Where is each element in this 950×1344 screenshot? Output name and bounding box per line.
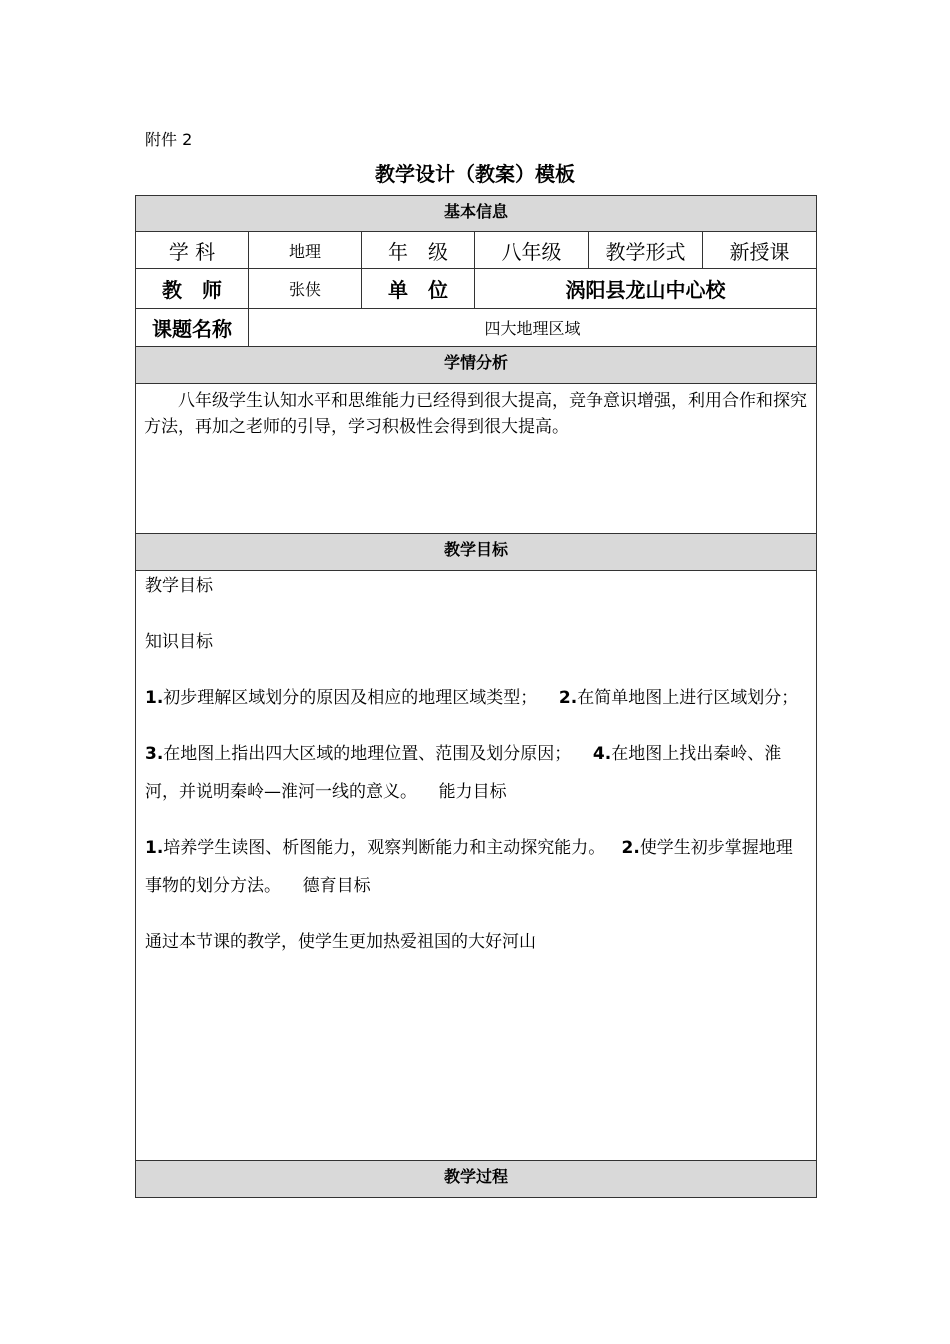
grade-value: 八年级: [475, 232, 589, 269]
subject-label: 学 科: [136, 232, 249, 269]
unit-label: 单 位: [362, 269, 475, 309]
goals-heading: 教学目标: [145, 576, 213, 596]
subject-value: 地理: [249, 232, 362, 269]
moral-goals-text: 通过本节课的教学，使学生更加热爱祖国的大好河山: [145, 932, 536, 952]
knowledge-goals-3-4: 3.在地图上指出四大区域的地理位置、范围及划分原因； 4.在地图上找出秦岭、淮河，并说明秦岭—淮河一线的意义。 能力目标: [145, 744, 782, 802]
section-teaching-goals: 教学目标: [136, 534, 817, 571]
attachment-label: 附件 2: [145, 130, 193, 149]
teaching-goals-content: [136, 571, 817, 1161]
lesson-plan-table: [135, 195, 817, 1198]
student-analysis-text: 八年级学生认知水平和思维能力已经得到很大提高，竞争意识增强，利用合作和探究方法，再加之老师的引导，学习积极性会得到很大提高。: [136, 384, 817, 534]
section-teaching-process: 教学过程: [136, 1161, 817, 1198]
unit-value: 涡阳县龙山中心校: [475, 269, 817, 309]
knowledge-goals-1-2: 1.初步理解区域划分的原因及相应的地理区域类型； 2.在简单地图上进行区域划分；: [145, 688, 799, 708]
ability-goals: 1.培养学生读图、析图能力，观察判断能力和主动探究能力。 2.使学生初步掌握地理事物的划分方法。 德育目标: [145, 838, 793, 896]
section-basic-info: 基本信息: [136, 196, 817, 232]
section-student-analysis: 学情分析: [136, 347, 817, 384]
ability-goals-heading: 能力目标: [438, 782, 507, 802]
form-label: 教学形式: [589, 232, 703, 269]
topic-value: 四大地理区域: [249, 309, 817, 347]
form-value: 新授课: [703, 232, 817, 269]
grade-label: 年 级: [362, 232, 475, 269]
document-title: 教学设计（教案）模板: [375, 162, 575, 186]
knowledge-goals-heading: 知识目标: [145, 632, 213, 652]
topic-label: 课题名称: [136, 309, 249, 347]
teacher-value: 张侠: [249, 269, 362, 309]
teacher-label: 教 师: [136, 269, 249, 309]
moral-goals-heading: 德育目标: [302, 876, 371, 896]
